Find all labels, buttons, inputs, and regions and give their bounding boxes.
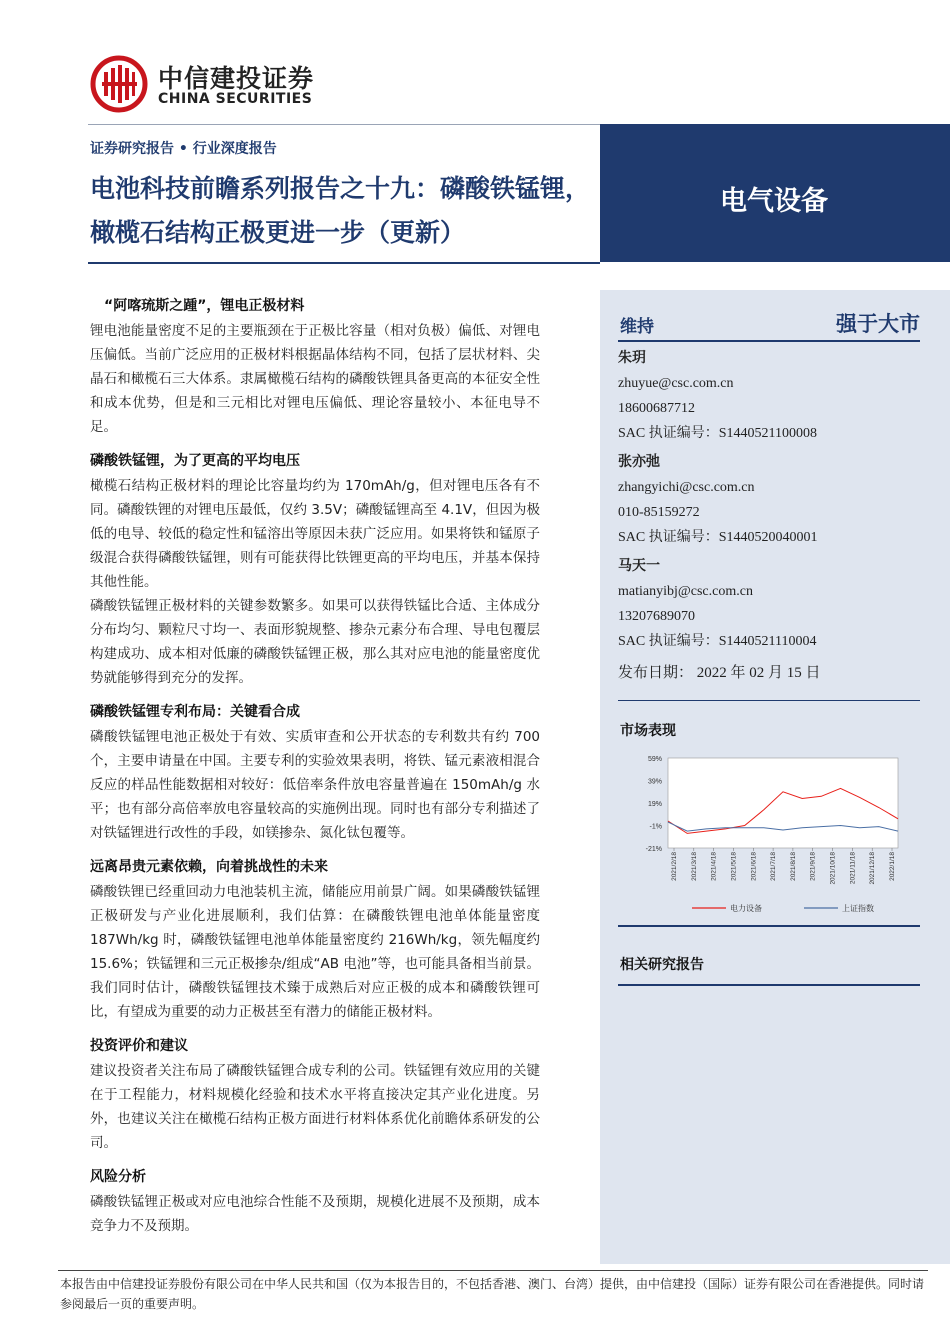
section-title: 磷酸铁锰锂专利布局：关键看合成 — [90, 704, 300, 720]
section-title: “阿喀琉斯之踵”，锂电正极材料 — [104, 298, 305, 314]
analyst-name: 张亦弛 — [618, 454, 660, 470]
related-divider — [618, 984, 920, 986]
section-voltage — [90, 451, 540, 690]
title-divider — [88, 262, 600, 264]
x-tick-label: 2021/10/18 — [829, 852, 837, 885]
logo-chinese-name: 中信建投证券 — [158, 64, 315, 93]
x-tick-label: 2021/9/18 — [809, 852, 817, 881]
publish-date: 发布日期： 2022 年 02 月 15 日 — [618, 660, 920, 701]
section-paragraph: 建议投资者关注布局了磷酸铁锰锂合成专利的公司。铁锰锂有效应用的关键在于工程能力，材料规模化经验和技术水平将直接决定其产业化进度。另外，也建议关注在橄榄石结构正极方面进行材料体系优化前瞻体系研发的公司。 — [90, 1063, 540, 1151]
y-tick-label: 19% — [647, 801, 662, 808]
section-cathode — [90, 296, 540, 439]
company-logo — [90, 55, 350, 115]
analyst-email[interactable]: zhangyichi@csc.com.cn — [618, 480, 755, 495]
section-future — [90, 857, 540, 1024]
rating-action: 维持 — [620, 317, 654, 337]
section-paragraph: 磷酸铁锰锂正极材料的关键参数繁多。如果可以获得铁锰比合适、主体成分分布均匀、颗粒尺寸均一、表面形貌规整、掺杂元素分布合理、导电包覆层构建成功、成本相对低廉的磷酸铁锰锂正极，那么其对应电池的能量密度优势就能够得到充分的发挥。 — [90, 598, 540, 686]
chart-divider — [618, 925, 920, 927]
section-title: 风险分析 — [90, 1169, 146, 1185]
logo-english-name: CHINA SECURITIES — [158, 91, 313, 107]
analyst-sac: SAC 执证编号：S1440521100008 — [618, 426, 818, 441]
x-tick-label: 2021/3/18 — [690, 852, 698, 881]
x-tick-label: 2021/7/18 — [770, 852, 778, 881]
rating-value: 强于大市 — [836, 312, 920, 336]
x-tick-label: 2021/11/18 — [849, 852, 857, 885]
rating-row — [618, 302, 920, 342]
analyst-email[interactable]: matianyibj@csc.com.cn — [618, 584, 753, 599]
analyst-card — [618, 554, 920, 654]
report-category: 证券研究报告 • 行业深度报告 — [90, 141, 277, 157]
section-paragraph: 磷酸铁锰锂正极或对应电池综合性能不及预期，规模化进展不及预期，成本竞争力不及预期。 — [90, 1194, 540, 1234]
analyst-phone: 18600687712 — [618, 401, 695, 416]
x-tick-label: 2021/4/18 — [710, 852, 718, 881]
x-tick-label: 2021/12/18 — [869, 852, 877, 885]
section-paragraph: 磷酸铁锰锂电池正极处于有效、实质审查和公开状态的专利数共有约 700 个，主要申请量在中国。主要专利的实验效果表明，将铁、锰元素液相混合反应的样品性能数据相对较好：低倍率条件放电容量普遍在 150mAh/g 水平；也有部分高倍率放电容量较高的实施例出现。同时也有部分专利描述了对铁锰锂进行改性的手段，如镁掺杂、氮化钛包覆等。 — [90, 729, 540, 841]
analyst-email[interactable]: zhuyue@csc.com.cn — [618, 376, 734, 391]
section-patents — [90, 702, 540, 845]
section-paragraph: 橄榄石结构正极材料的理论比容量均约为 170mAh/g，但对锂电压各有不同。磷酸铁锂的对锂电压最低，仅约 3.5V；磷酸锰锂高至 4.1V，但因为极低的电导、较低的稳定性和锰溶出等原因未获广泛应用。如果将铁和锰原子级混合获得磷酸铁锰锂，则有可能获得比铁锂更高的平均电压，并基本保持其他性能。 — [90, 478, 540, 590]
related-reports-title: 相关研究报告 — [620, 957, 704, 973]
y-tick-label: 39% — [647, 778, 662, 786]
legend-label: 电力设备 — [730, 904, 762, 913]
section-title: 远离昂贵元素依赖，向着挑战性的未来 — [90, 859, 328, 875]
analyst-name: 马天一 — [618, 558, 660, 574]
y-tick-label: -1% — [649, 823, 662, 831]
sidebar-content — [618, 302, 920, 701]
section-risk — [90, 1167, 540, 1238]
sector-label: 电气设备 — [720, 186, 828, 217]
x-tick-label: 2021/5/18 — [730, 852, 738, 881]
section-paragraph: 锂电池能量密度不足的主要瓶颈在于正极比容量（相对负极）偏低、对锂电压偏低。当前广泛应用的正极材料根据晶体结构不同，包括了层状材料、尖晶石和橄榄石三大体系。隶属橄榄石结构的磷酸铁锂具备更高的本征安全性和成本优势，但是和三元相比对锂电压偏低、理论容量较小、本征电导不足。 — [90, 323, 540, 435]
x-tick-label: 2021/6/18 — [750, 852, 758, 881]
x-tick-label: 2022/1/18 — [889, 852, 896, 881]
section-paragraph: 磷酸铁锂已经重回动力电池装机主流，储能应用前景广阔。如果磷酸铁锰锂正极研发与产业化进展顺利，我们估算：在磷酸铁锂电池单体能量密度 187Wh/kg 时，磷酸铁锰锂电池单体能量密度约 216Wh/kg，领先幅度约 15.6%；铁锰锂和三元正极掺杂/组成“AB 电池”等，也可能具备相当前景。我们同时估计，磷酸铁锰锂技术臻于成熟后对应正极的成本和磷酸铁锂可比，有望成为重要的动力正极甚至有潜力的储能正极材料。 — [90, 884, 540, 1020]
x-tick-label: 2021/2/18 — [671, 852, 678, 881]
analyst-phone: 13207689070 — [618, 609, 695, 624]
analyst-name: 朱玥 — [618, 350, 646, 366]
market-performance-chart — [620, 748, 920, 920]
market-performance-title: 市场表现 — [620, 723, 676, 739]
footer-divider — [58, 1270, 928, 1271]
analyst-sac: SAC 执证编号：S1440520040001 — [618, 530, 818, 545]
legend-label: 上证指数 — [842, 904, 874, 913]
sector-banner — [600, 124, 950, 262]
analyst-phone: 010-85159272 — [618, 505, 700, 520]
summary-body — [90, 296, 540, 1250]
y-tick-label: -21% — [645, 846, 662, 853]
report-title: 电池科技前瞻系列报告之十九：磷酸铁锰锂，橄榄石结构正极更进一步（更新） — [90, 174, 591, 247]
analyst-card — [618, 346, 920, 446]
footer-disclaimer: 本报告由中信建投证券股份有限公司在中华人民共和国（仅为本报告目的，不包括香港、澳门、台湾）提供，由中信建投（国际）证券有限公司在香港提供。同时请参阅最后一页的重要声明。 — [60, 1277, 925, 1311]
analyst-card — [618, 450, 920, 550]
header-divider — [88, 124, 600, 125]
x-tick-label: 2021/8/18 — [789, 852, 797, 881]
section-title: 投资评价和建议 — [90, 1038, 188, 1054]
y-tick-label: 59% — [647, 756, 662, 763]
chart-plot-area — [668, 758, 898, 848]
section-investment — [90, 1036, 540, 1155]
section-title: 磷酸铁锰锂，为了更高的平均电压 — [90, 453, 300, 469]
analyst-sac: SAC 执证编号：S1440521110004 — [618, 634, 817, 649]
csc-logo-icon — [90, 55, 148, 113]
